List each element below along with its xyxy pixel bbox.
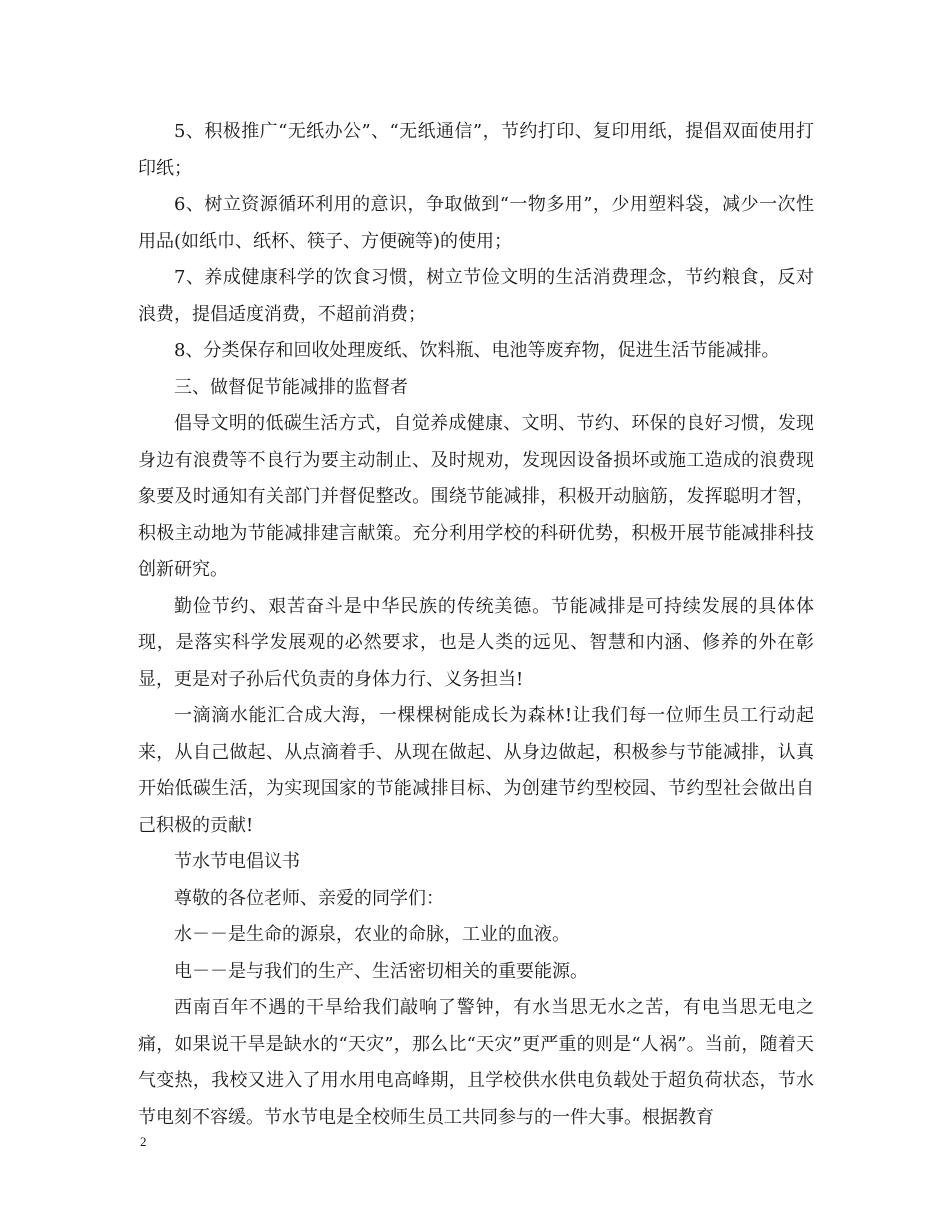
paragraph-item-5: 5、积极推广“无纸办公”、“无纸通信”，节约打印、复印用纸，提倡双面使用打印纸； bbox=[138, 121, 814, 179]
paragraph-virtue: 勤俭节约、艰苦奋斗是中华民族的传统美德。节能减排是可持续发展的具体体现，是落实科学发展观的必然要求，也是人类的远见、智慧和内涵、修养的外在彰显，更是对子孙后代负责的身体力行、义务担当! bbox=[138, 595, 814, 690]
paragraph-electricity: 电－－是与我们的生产、生活密切相关的重要能源。 bbox=[174, 960, 588, 982]
paragraph-item-6: 6、树立资源循环利用的意识，争取做到“一物多用”，少用塑料袋，减少一次性用品(如纸巾、纸杯、筷子、方便碗等)的使用； bbox=[138, 194, 814, 252]
paragraph-advocate: 倡导文明的低碳生活方式，自觉养成健康、文明、节约、环保的良好习惯，发现身边有浪费等不良行为要主动制止、及时规劝，发现因设备损坏或施工造成的浪费现象要及时通知有关部门并督促整改。围绕节能减排，积极开动脑筋，发挥聪明才智，积极主动地为节能减排建言献策。充分利用学校的科研优势，积极开展节能减排科技创新研究。 bbox=[138, 413, 814, 580]
paragraph-call-to-action: 一滴滴水能汇合成大海，一棵棵树能成长为森林!让我们每一位师生员工行动起来，从自己做起、从点滴着手、从现在做起、从身边做起，积极参与节能减排，认真开始低碳生活，为实现国家的节能减排目标、为创建节约型校园、节约型社会做出自己积极的贡献! bbox=[138, 705, 814, 836]
paragraph-item-8: 8、分类保存和回收处理废纸、饮料瓶、电池等废弃物，促进生活节能减排。 bbox=[174, 340, 780, 361]
page-number: 2 bbox=[140, 1134, 147, 1149]
paragraph-item-7: 7、养成健康科学的饮食习惯，树立节俭文明的生活消费理念，节约粮食，反对浪费，提倡适度消费，不超前消费； bbox=[138, 267, 814, 325]
paragraph-drought: 西南百年不遇的干旱给我们敲响了警钟，有水当思无水之苦，有电当思无电之痛，如果说干旱是缺水的“天灾”，那么比“天灾”更严重的则是“人祸”。当前，随着天气变热，我校又进入了用水用电高峰期，且学校供水供电负载处于超负荷状态，节水节电刻不容缓。节水节电是全校师生员工共同参与的一件大事。根据教育 bbox=[138, 997, 814, 1128]
salutation: 尊敬的各位老师、亲爱的同学们： bbox=[174, 887, 444, 909]
paragraph-water: 水－－是生命的源泉，农业的命脉，工业的血液。 bbox=[174, 924, 570, 945]
proposal-title: 节水节电倡议书 bbox=[174, 851, 300, 872]
section-heading-3: 三、做督促节能减排的监督者 bbox=[174, 376, 408, 398]
document-body bbox=[138, 114, 814, 1136]
